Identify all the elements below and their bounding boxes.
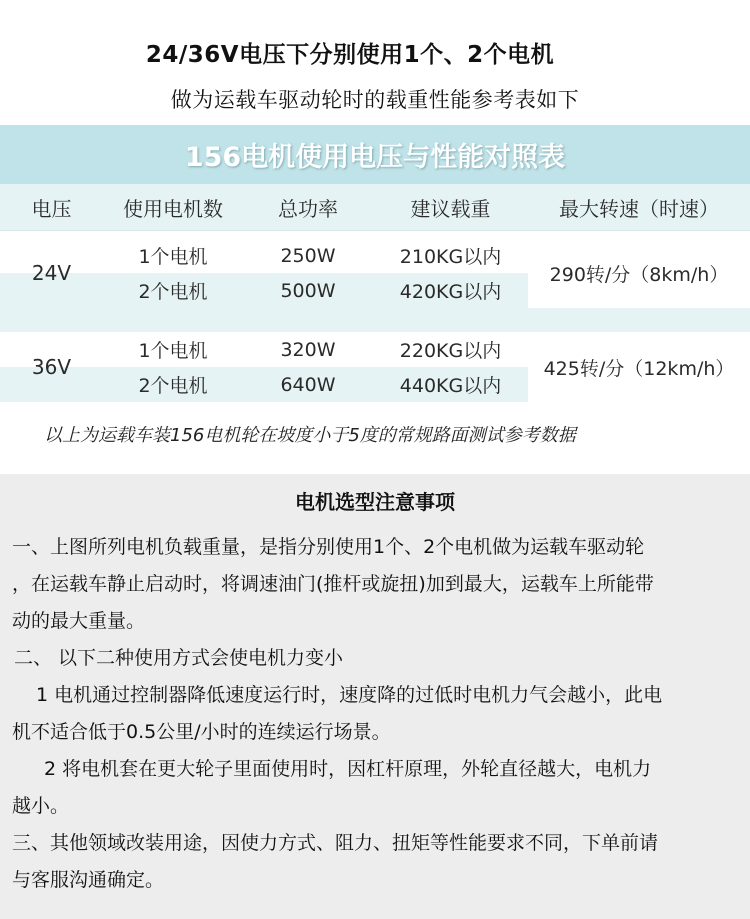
table-footnote: 以上为运载车装156电机轮在坡度小于5度的常规路面测试参考数据 bbox=[44, 425, 576, 446]
motor-count-cell: 2个电机 bbox=[138, 375, 208, 397]
column-header: 电压 bbox=[31, 196, 72, 221]
speed-cell: 290转/分（8km/h） bbox=[528, 238, 750, 308]
load-cell: 220KG以内 bbox=[399, 340, 502, 362]
row-spacer bbox=[0, 231, 750, 238]
motor-count-cell: 1个电机 bbox=[138, 246, 208, 268]
power-cell: 500W bbox=[280, 279, 336, 302]
column-header: 总功率 bbox=[278, 196, 338, 221]
column-header: 建议载重 bbox=[410, 196, 491, 221]
page-subtitle: 做为运载车驱动轮时的载重性能参考表如下 bbox=[170, 88, 580, 112]
page-title: 24/36V电压下分别使用1个、2个电机 bbox=[145, 42, 555, 68]
voltage-group-24v bbox=[0, 238, 750, 308]
voltage-cell: 36V bbox=[31, 355, 72, 379]
notice-line: 2 将电机套在更大轮子里面使用时，因杠杆原理，外轮直径越大，电机力 bbox=[44, 758, 652, 780]
motor-count-cell: 1个电机 bbox=[138, 340, 208, 362]
power-cell: 640W bbox=[280, 373, 336, 396]
load-cell: 440KG以内 bbox=[399, 375, 502, 397]
notice-line: 越小。 bbox=[12, 795, 70, 817]
notice-line: ，在运载车静止启动时，将调速油门(推杆或旋扭)加到最大，运载车上所能带 bbox=[12, 573, 654, 595]
notice-line: 1 电机通过控制器降低速度运行时，速度降的过低时电机力气会越小，此电 bbox=[36, 684, 663, 706]
table-header-row bbox=[0, 184, 750, 231]
column-header: 使用电机数 bbox=[123, 196, 223, 221]
notice-line: 二、 以下二种使用方式会使电机力变小 bbox=[14, 647, 344, 669]
notice-line: 机不适合低于0.5公里/小时的连续运行场景。 bbox=[12, 721, 391, 743]
voltage-group-36v bbox=[0, 332, 750, 402]
notice-line: 一、上图所列电机负载重量，是指分别使用1个、2个电机做为运载车驱动轮 bbox=[12, 536, 645, 558]
notice-line: 三、其他领域改装用途，因使力方式、阻力、扭矩等性能要求不同，下单前请 bbox=[12, 832, 659, 854]
column-header: 最大转速（时速） bbox=[559, 196, 719, 221]
motor-count-cell: 2个电机 bbox=[138, 281, 208, 303]
load-cell: 210KG以内 bbox=[399, 246, 502, 268]
notice-panel bbox=[0, 474, 750, 919]
power-cell: 250W bbox=[280, 244, 336, 267]
load-cell: 420KG以内 bbox=[399, 281, 502, 303]
power-cell: 320W bbox=[280, 338, 336, 361]
notice-line: 与客服沟通确定。 bbox=[12, 869, 165, 891]
voltage-cell: 24V bbox=[31, 261, 72, 285]
row-spacer bbox=[0, 308, 750, 332]
table-title: 156电机使用电压与性能对照表 bbox=[0, 125, 750, 184]
notice-line: 动的最大重量。 bbox=[12, 610, 146, 632]
performance-table bbox=[0, 125, 750, 402]
speed-cell: 425转/分（12km/h） bbox=[528, 332, 750, 402]
notice-title: 电机选型注意事项 bbox=[295, 490, 455, 514]
